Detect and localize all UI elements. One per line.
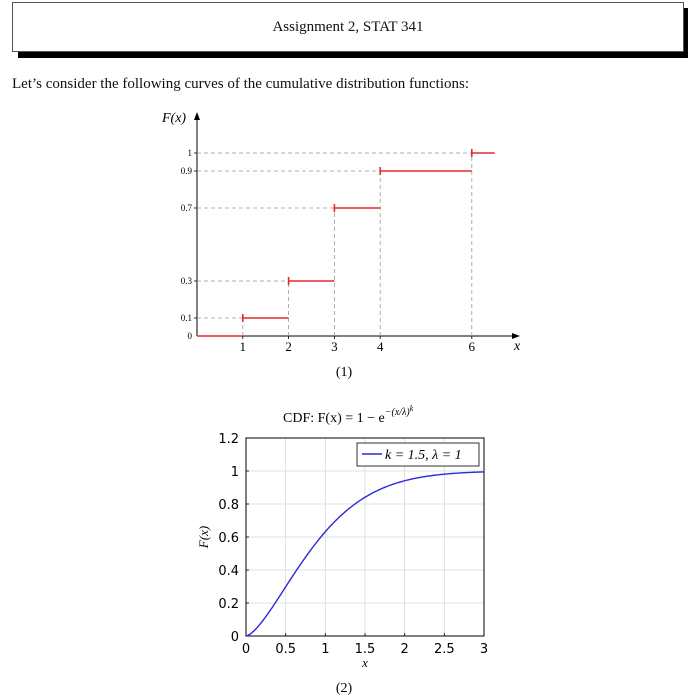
chart1-y-tick-label: 0 <box>187 331 192 341</box>
chart1-x-tick-label: 3 <box>331 339 338 354</box>
chart1-y-tick-label: 0.1 <box>180 313 192 323</box>
chart2-x-tick-label: 2.5 <box>433 642 455 657</box>
figure1-caption: (1) <box>335 365 353 380</box>
chart1-x-tick-label: 1 <box>239 339 247 354</box>
chart1-x-tick-label: 4 <box>376 339 384 354</box>
chart2-x-tick-label: 1 <box>321 642 330 657</box>
chart1-y-tick-label: 0.3 <box>180 276 192 286</box>
chart2-x-tick-label: 1.5 <box>354 642 376 657</box>
step-cdf-chart <box>161 111 521 380</box>
header-title: Assignment 2, STAT 341 <box>272 18 424 35</box>
chart1-x-tick-label: 6 <box>468 339 476 354</box>
chart2-y-tick-label: 0 <box>230 630 239 645</box>
chart2-x-tick-label: 0 <box>241 642 251 657</box>
chart2-y-tick-label: 0.2 <box>218 597 239 612</box>
chart2-legend-label: k = 1.5, λ = 1 <box>385 448 462 463</box>
chart2-y-tick-label: 0.4 <box>218 564 239 579</box>
chart2-y-tick-label: 0.6 <box>218 531 239 546</box>
chart2-y-label: F(x) <box>196 525 211 549</box>
chart2-y-tick-label: 0.8 <box>218 498 239 513</box>
chart1-y-tick-label: 0.9 <box>180 166 192 176</box>
chart2-y-tick-label: 1 <box>230 465 239 480</box>
chart1-y-tick-label: 0.7 <box>180 203 192 213</box>
chart2-legend <box>357 443 479 466</box>
chart2-y-tick-label: 1.2 <box>218 432 239 447</box>
chart2-x-tick-label: 2 <box>400 642 409 657</box>
chart2-x-label: x <box>362 655 368 670</box>
weibull-cdf-chart <box>196 404 488 696</box>
chart1-y-axis-arrow <box>194 112 200 120</box>
figure2-caption: (2) <box>335 681 353 696</box>
intro-paragraph: Let’s consider the following curves of the cumulative distribution functions: <box>12 76 469 92</box>
chart1-y-label: F(x) <box>162 111 187 126</box>
chart1-y-tick-label: 1 <box>187 148 192 158</box>
chart2-x-tick-label: 3 <box>479 642 489 657</box>
chart2-x-tick-label: 0.5 <box>275 642 297 657</box>
chart1-x-tick-label: 2 <box>285 339 292 354</box>
chart2-title: CDF: $F(x) = 1 - e^{-(x/\lambda)k}$ <box>283 404 414 426</box>
chart1-x-label: x <box>514 339 521 354</box>
